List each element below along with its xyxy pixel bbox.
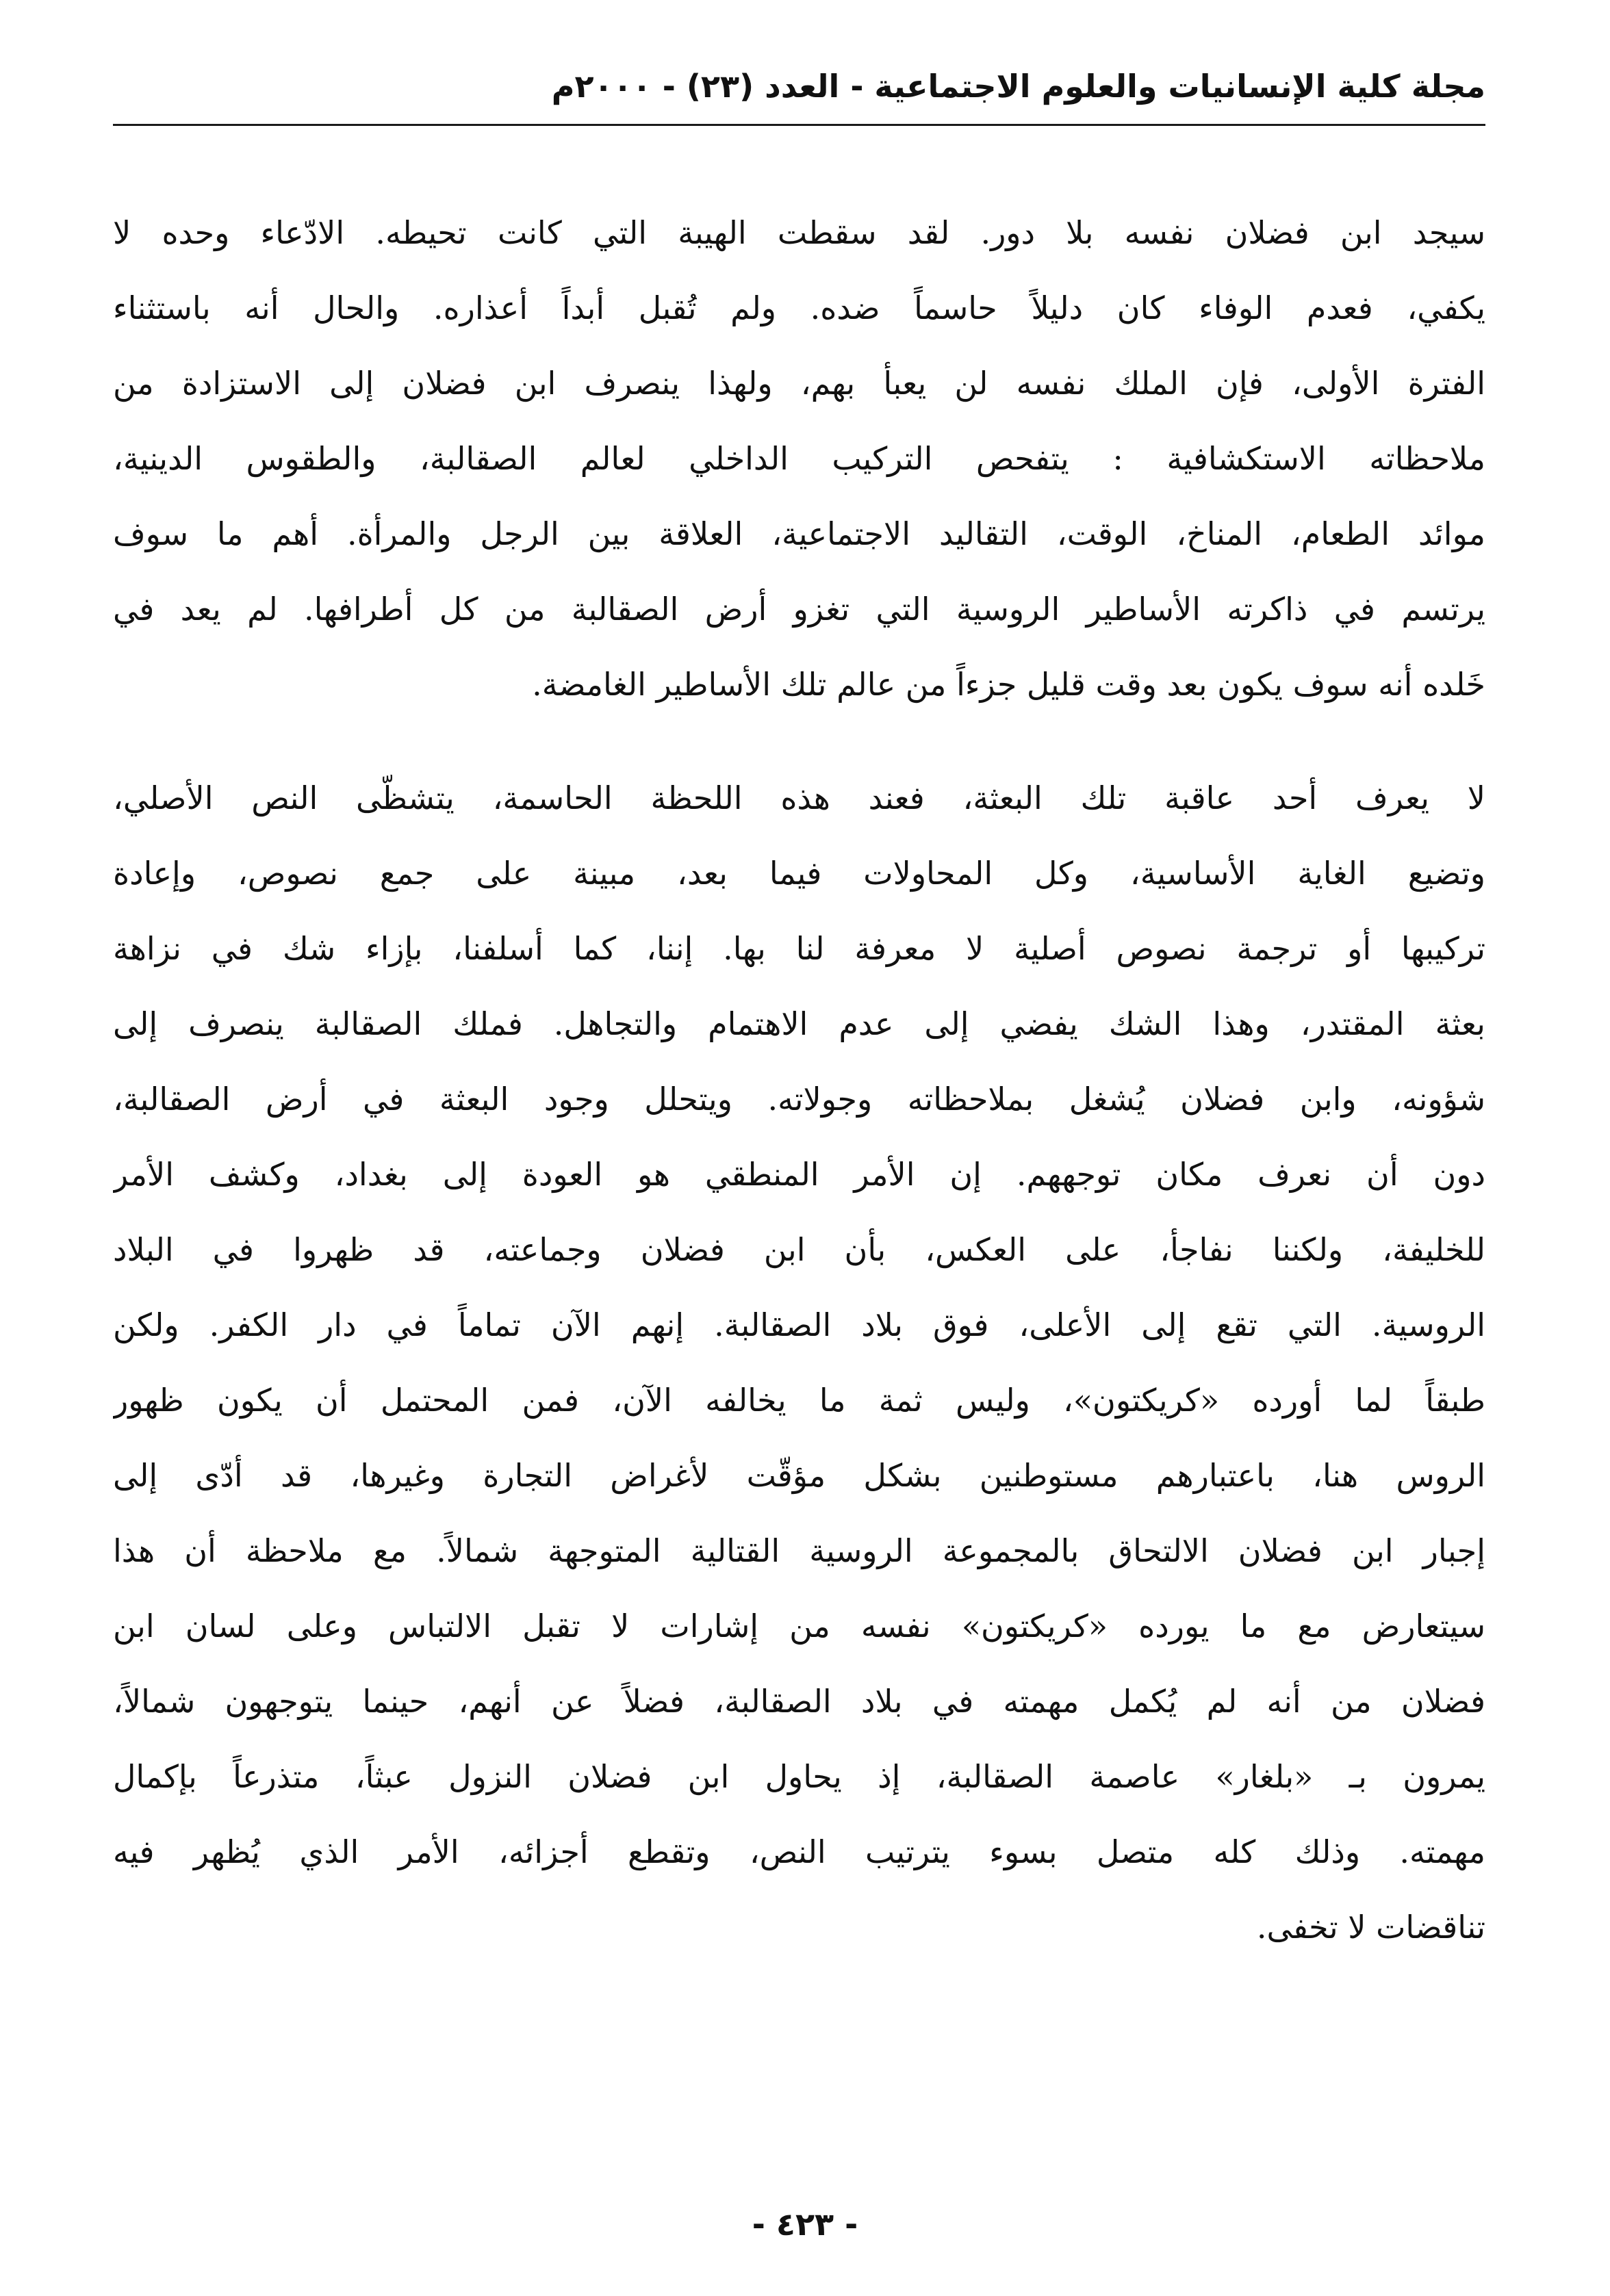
running-header (113, 60, 1485, 129)
text-line: شؤونه، وابن فضلان يُشغل بملاحظاته وجولاته. ويتحلل وجود البعثة في أرض الصقالبة، (113, 1081, 1485, 1118)
text-line: مهمته. وذلك كله متصل بسوء يترتيب النص، وتقطع أجزائه، الأمر الذي يُظهر فيه (113, 1833, 1485, 1870)
text-line: الروسية. التي تقع إلى الأعلى، فوق بلاد الصقالبة. إنهم الآن تماماً في دار الكفر. ولكن (113, 1306, 1485, 1343)
text-line: الفترة الأولى، فإن الملك نفسه لن يعبأ بهم، ولهذا ينصرف ابن فضلان إلى الاستزادة من (113, 365, 1485, 402)
header-rule (113, 124, 1485, 126)
paragraph-1 (113, 195, 1485, 722)
text-line: يرتسم في ذاكرته الأساطير الروسية التي تغزو أرض الصقالبة من كل أطرافها. لم يعد في (113, 591, 1485, 628)
text-line: سيتعارض مع ما يورده «كريكتون» نفسه من إشارات لا تقبل الالتباس وعلى لسان ابن (113, 1608, 1485, 1644)
text-line: ملاحظاته الاستكشافية : يتفحص التركيب الداخلي لعالم الصقالبة، والطقوس الدينية، (113, 440, 1485, 477)
page-number: - ٤٢٣ - (752, 2206, 858, 2243)
text-line: إجبار ابن فضلان الالتحاق بالمجموعة الروسية القتالية المتوجهة شمالاً. مع ملاحظة أن هذا (113, 1532, 1485, 1569)
journal-title: مجلة كلية الإنسانيات والعلوم الاجتماعية - العدد (٢٣) - ٢٠٠٠م (551, 68, 1485, 105)
text-line: سيجد ابن فضلان نفسه بلا دور. لقد سقطت الهيبة التي كانت تحيطه. الادّعاء وحده لا (113, 214, 1485, 251)
text-line: الروس هنا، باعتبارهم مستوطنين بشكل مؤقّت لأغراض التجارة وغيرها، قد أدّى إلى (113, 1457, 1485, 1494)
text-line: وتضيع الغاية الأساسية، وكل المحاولات فيما بعد، مبينة على جمع نصوص، وإعادة (113, 855, 1485, 892)
text-line: بعثة المقتدر، وهذا الشك يفضي إلى عدم الاهتمام والتجاهل. فملك الصقالبة ينصرف إلى (113, 1005, 1485, 1042)
text-line: يكفي، فعدم الوفاء كان دليلاً حاسماً ضده. ولم تُقبل أبداً أعذاره. والحال أنه باستثناء (113, 289, 1485, 326)
text-line: يمرون بـ «بلغار» عاصمة الصقالبة، إذ يحاول ابن فضلان النزول عبثاً، متذرعاً بإكمال (113, 1758, 1485, 1795)
text-line: طبقاً لما أورده «كريكتون»، وليس ثمة ما يخالفه الآن، فمن المحتمل أن يكون ظهور (113, 1382, 1485, 1419)
text-line: تركيبها أو ترجمة نصوص أصلية لا معرفة لنا بها. إننا، كما أسلفنا، بإزاء شك في نزاهة (113, 930, 1485, 967)
text-line: لا يعرف أحد عاقبة تلك البعثة، فعند هذه اللحظة الحاسمة، يتشظّى النص الأصلي، (113, 779, 1485, 816)
text-line: للخليفة، ولكننا نفاجأ، على العكس، بأن ابن فضلان وجماعته، قد ظهروا في البلاد (113, 1231, 1485, 1268)
paragraph-2 (113, 760, 1485, 1965)
article-body (113, 195, 1485, 1965)
text-line: دون أن نعرف مكان توجههم. إن الأمر المنطقي هو العودة إلى بغداد، وكشف الأمر (113, 1156, 1485, 1193)
text-line: تناقضات لا تخفى. (1256, 1909, 1485, 1946)
text-line: فضلان من أنه لم يُكمل مهمته في بلاد الصقالبة، فضلاً عن أنهم، حينما يتوجهون شمالاً، (113, 1683, 1485, 1720)
text-line: خَلده أنه سوف يكون بعد وقت قليل جزءاً من عالم تلك الأساطير الغامضة. (532, 666, 1485, 703)
text-line: موائد الطعام، المناخ، الوقت، التقاليد الاجتماعية، العلاقة بين الرجل والمرأة. أهم ما سوف (113, 515, 1485, 552)
